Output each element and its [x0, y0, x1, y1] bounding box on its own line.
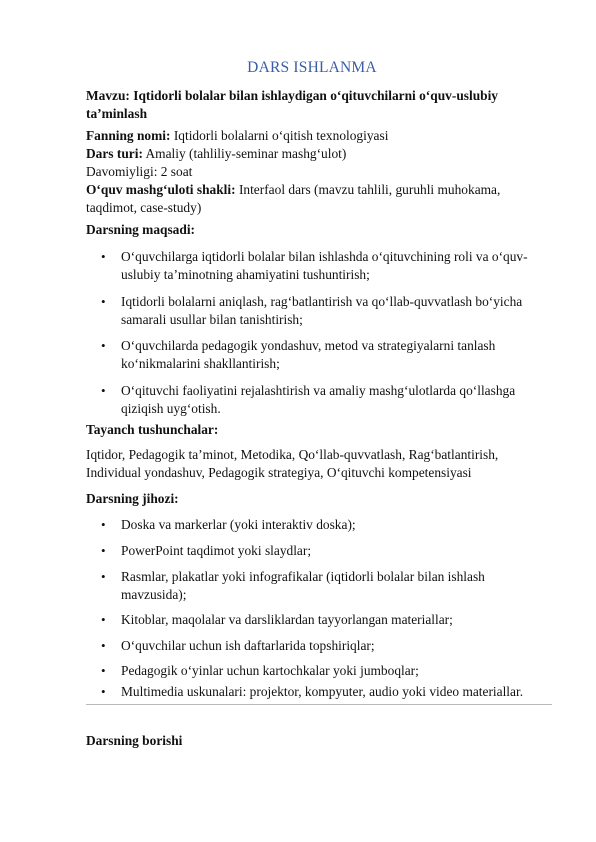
shakli-value-1: Interfaol dars (mavzu tahlili, guruhli muhokama, — [238, 182, 501, 197]
jihozi-item-6-line-1: Pedagogik o‘yinlar uchun kartochkalar yoki jumboqlar; — [121, 663, 419, 678]
info-block — [86, 127, 538, 217]
jihozi-item-3-line-1: Rasmlar, plakatlar yoki infografikalar (iqtidorli bolalar bilan ishlash — [121, 569, 485, 584]
mavzu-text-2: ta’minlash — [86, 106, 148, 121]
mavzu-block — [86, 87, 538, 123]
maqsadi-item-2-line-2: samarali usullar bilan tanishtirish; — [121, 312, 303, 327]
jihozi-heading: Darsning jihozi: — [86, 491, 179, 506]
bullet-icon: • — [101, 383, 106, 398]
maqsadi-item-2-line-1: Iqtidorli bolalarni aniqlash, rag‘batlantirish va qo‘llab-quvvatlash bo‘yicha — [121, 294, 523, 309]
bullet-icon: • — [101, 684, 106, 699]
jihozi-item-5-line-1: O‘quvchilar uchun ish daftarlarida topshiriqlar; — [121, 638, 375, 653]
fanning-nomi-value: Iqtidorli bolalarni o‘qitish texnologiyasi — [173, 128, 389, 143]
fanning-nomi-label: Fanning nomi: — [86, 128, 171, 143]
bullet-icon: • — [101, 338, 106, 353]
jihozi-item-1-line-1: Doska va markerlar (yoki interaktiv doska); — [121, 517, 356, 532]
section-divider — [86, 704, 552, 705]
jihozi-item-2-line-1: PowerPoint taqdimot yoki slaydlar; — [121, 543, 312, 558]
bullet-icon: • — [101, 612, 106, 627]
maqsadi-item-4-line-2: qiziqish uyg‘otish. — [121, 401, 221, 416]
davomiyligi-text: Davomiyligi: 2 soat — [86, 164, 193, 179]
shakli-value-2: taqdimot, case-study) — [86, 200, 202, 215]
dars-turi-value: Amaliy (tahliliy-seminar mashg‘ulot) — [145, 146, 347, 161]
mavzu-label: Mavzu: — [86, 88, 130, 103]
maqsadi-item-3-line-2: ko‘nikmalarini shakllantirish; — [121, 356, 280, 371]
maqsadi-item-3-line-1: O‘quvchilarda pedagogik yondashuv, metod va strategiyalarni tanlash — [121, 338, 496, 353]
jihozi-item-4-line-1: Kitoblar, maqolalar va darsliklardan tayyorlangan materiallar; — [121, 612, 453, 627]
tayanch-line-1: Iqtidor, Pedagogik ta’minot, Metodika, Qo‘llab-quvvatlash, Rag‘batlantirish, — [86, 447, 499, 462]
bullet-icon: • — [101, 543, 106, 558]
mavzu-text-1: Iqtidorli bolalar bilan ishlaydigan o‘qituvchilarni o‘quv-uslubiy — [133, 88, 499, 103]
maqsadi-item-1-line-1: O‘quvchilarga iqtidorli bolalar bilan ishlashda o‘qituvchining roli va o‘quv- — [121, 249, 528, 264]
bullet-icon: • — [101, 249, 106, 264]
bullet-icon: • — [101, 663, 106, 678]
bullet-icon: • — [101, 294, 106, 309]
document-title: DARS ISHLANMA — [247, 59, 377, 76]
maqsadi-heading: Darsning maqsadi: — [86, 222, 196, 237]
jihozi-item-7-line-1: Multimedia uskunalari: projektor, kompyuter, audio yoki video materiallar. — [121, 684, 524, 699]
tayanch-block — [86, 446, 538, 482]
tayanch-line-2: Individual yondashuv, Pedagogik strategiya, O‘qituvchi kompetensiyasi — [86, 465, 472, 480]
bullet-icon: • — [101, 517, 106, 532]
maqsadi-item-1-line-2: uslubiy ta’minotning ahamiyatini tushuntirish; — [121, 267, 370, 282]
tayanch-heading: Tayanch tushunchalar: — [86, 422, 219, 437]
borishi-heading: Darsning borishi — [86, 733, 183, 748]
maqsadi-item-4-line-1: O‘qituvchi faoliyatini rejalashtirish va amaliy mashg‘ulotlarda qo‘llashga — [121, 383, 516, 398]
dars-turi-label: Dars turi: — [86, 146, 143, 161]
shakli-label: O‘quv mashg‘uloti shakli: — [86, 182, 236, 197]
bullet-icon: • — [101, 569, 106, 584]
jihozi-item-3-line-2: mavzusida); — [121, 587, 187, 602]
bullet-icon: • — [101, 638, 106, 653]
